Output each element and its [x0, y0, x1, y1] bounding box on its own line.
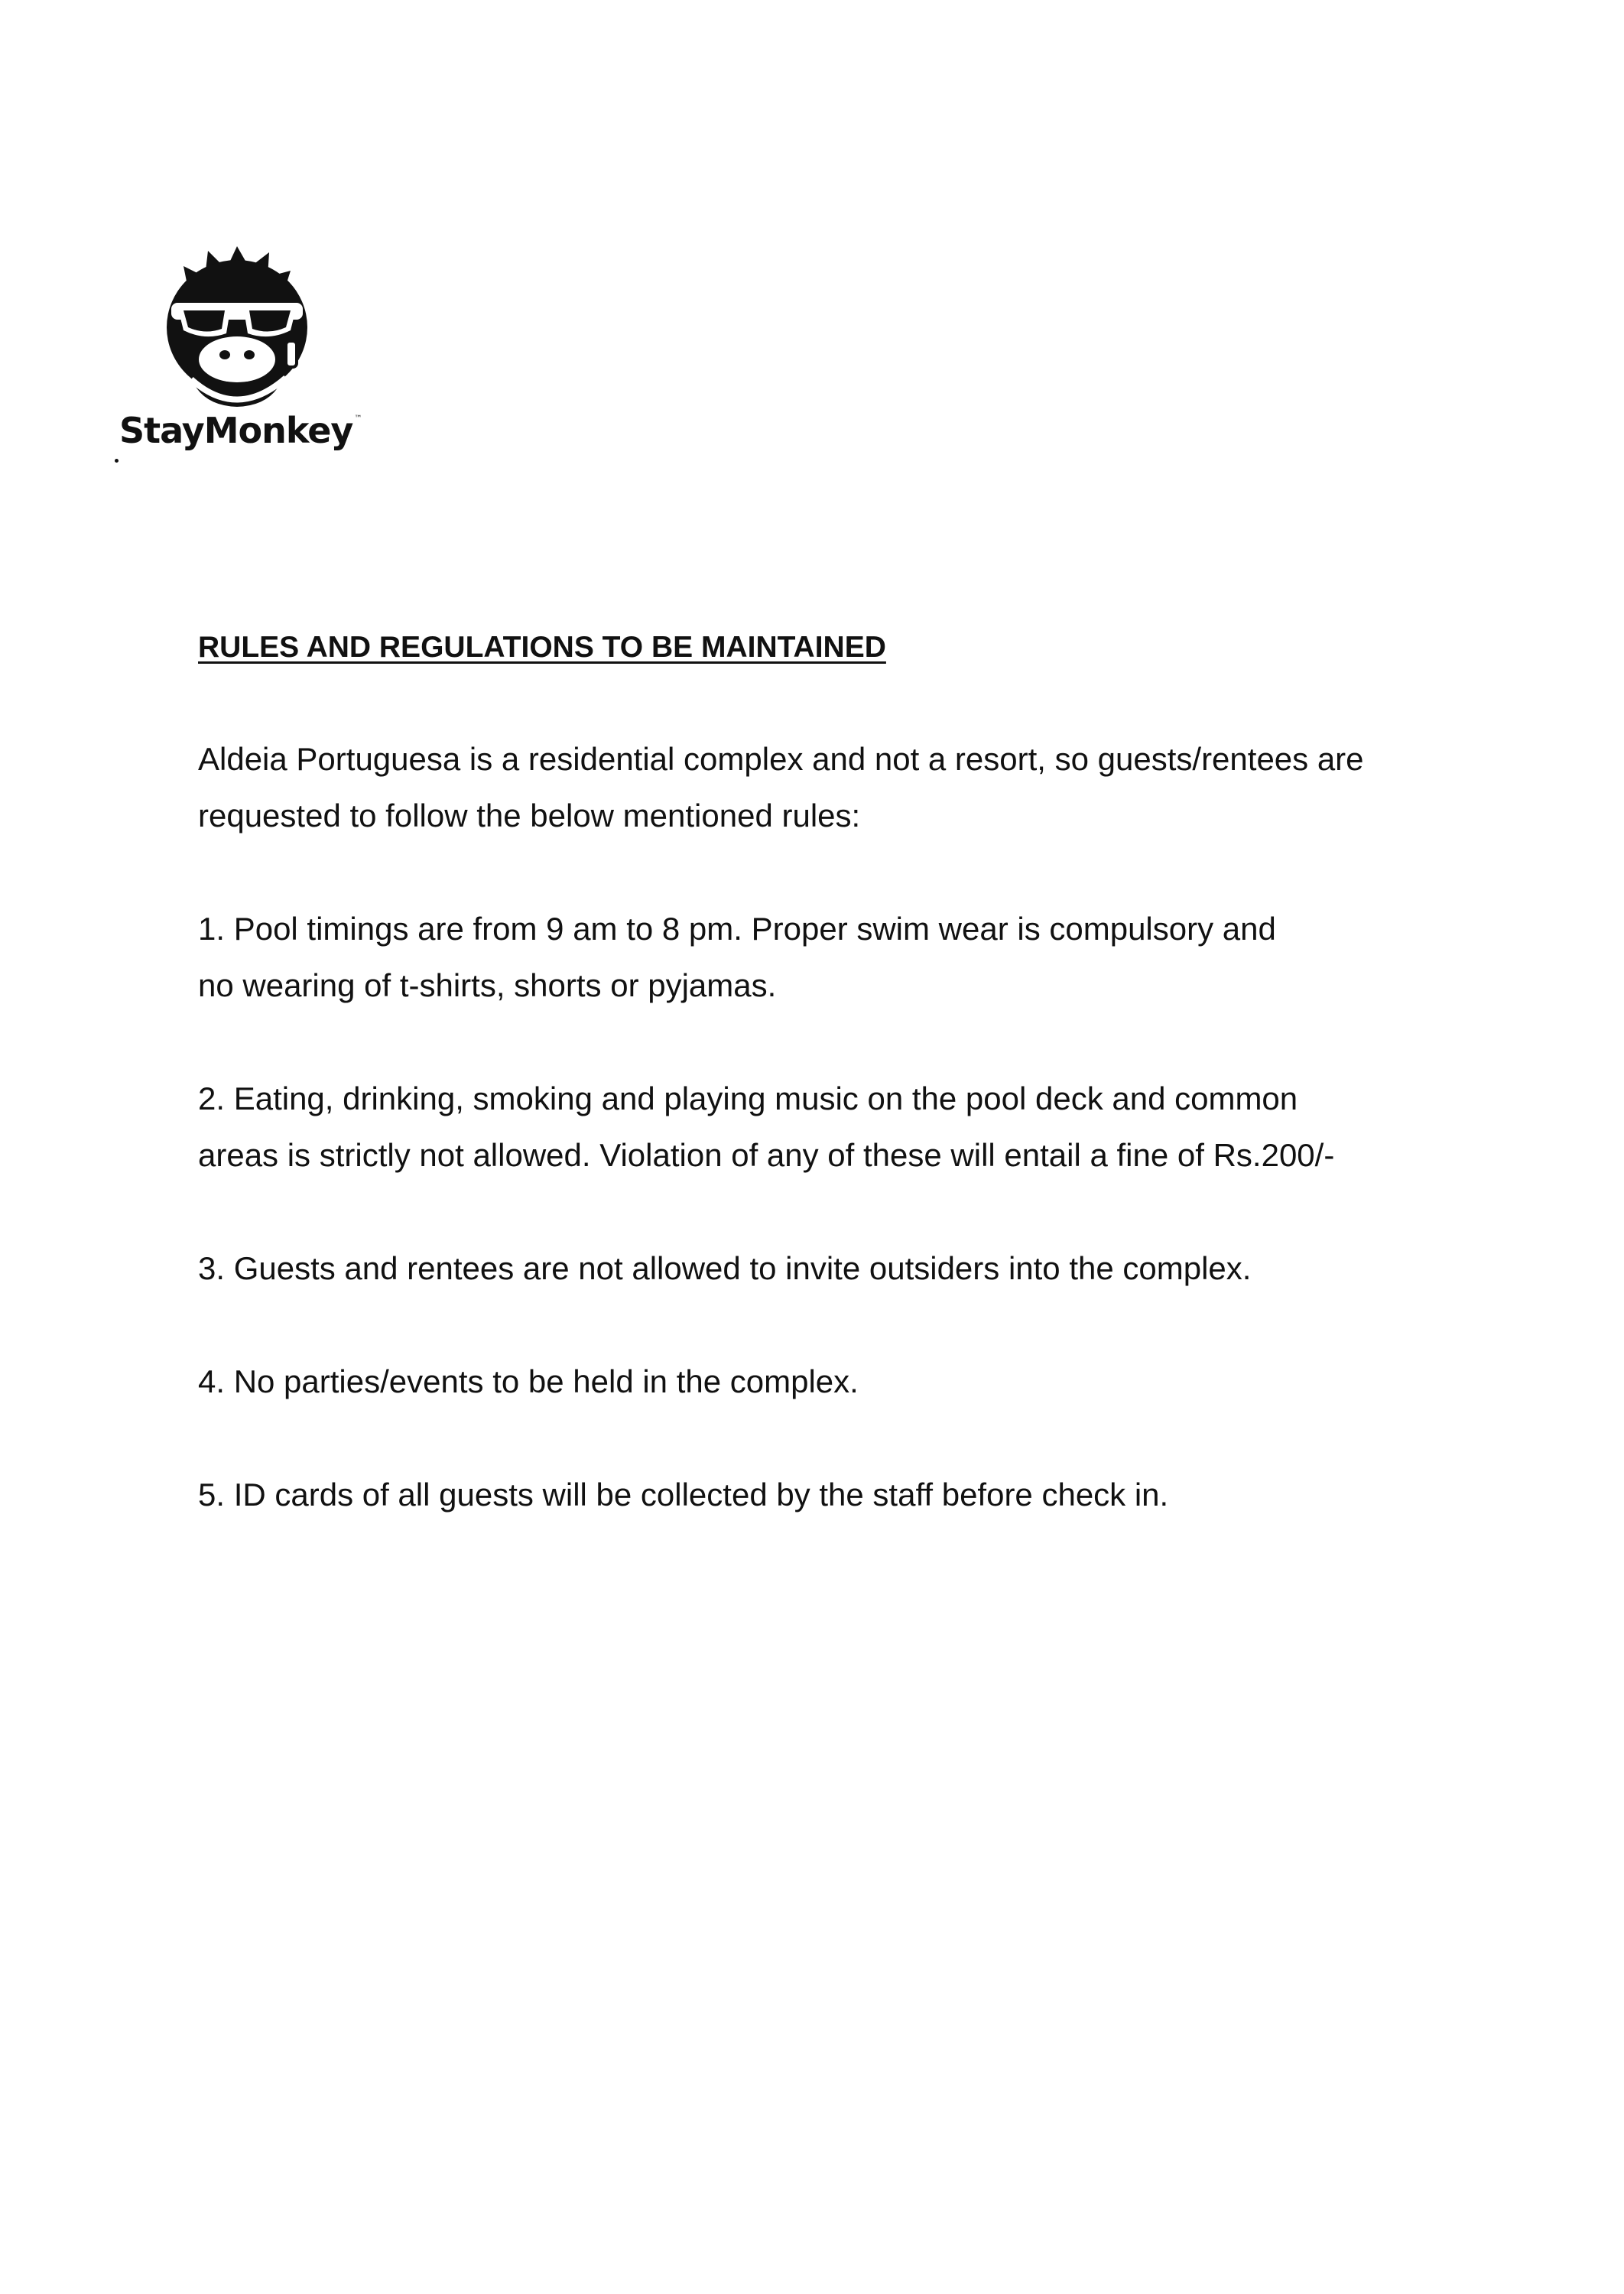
staymonkey-logo [115, 243, 362, 465]
rule-line: areas is strictly not allowed. Violation of any of these will entail a fine of Rs.200/- [198, 1137, 1335, 1173]
trademark-symbol: ™ [354, 414, 362, 423]
intro-line: requested to follow the below mentioned rules: [198, 798, 861, 833]
document-heading: RULES AND REGULATIONS TO BE MAINTAINED [198, 631, 886, 664]
rule-item-4 [198, 1353, 1513, 1410]
rule-item-3 [198, 1240, 1513, 1297]
rule-item-2 [198, 1071, 1513, 1184]
rule-line: 2. Eating, drinking, smoking and playing music on the pool deck and common [198, 1080, 1298, 1116]
document-body [198, 629, 1513, 1523]
rule-line: 3. Guests and rentees are not allowed to invite outsiders into the complex. [198, 1250, 1252, 1286]
intro-line: Aldeia Portuguesa is a residential complex and not a resort, so guests/rentees are [198, 741, 1364, 777]
rule-item-5 [198, 1467, 1513, 1523]
rule-item-1 [198, 901, 1513, 1014]
intro-paragraph [198, 731, 1513, 844]
rule-line: no wearing of t-shirts, shorts or pyjamas. [198, 967, 777, 1003]
rule-line: 4. No parties/events to be held in the complex. [198, 1363, 859, 1399]
rule-line: 1. Pool timings are from 9 am to 8 pm. Proper swim wear is compulsory and [198, 911, 1276, 947]
brand-name: StayMonkey [119, 410, 353, 451]
monkey-with-sunglasses-icon [161, 243, 313, 413]
logo-dot [115, 459, 119, 463]
brand-wordmark [119, 410, 361, 451]
rule-line: 5. ID cards of all guests will be collected by the staff before check in. [198, 1477, 1169, 1513]
